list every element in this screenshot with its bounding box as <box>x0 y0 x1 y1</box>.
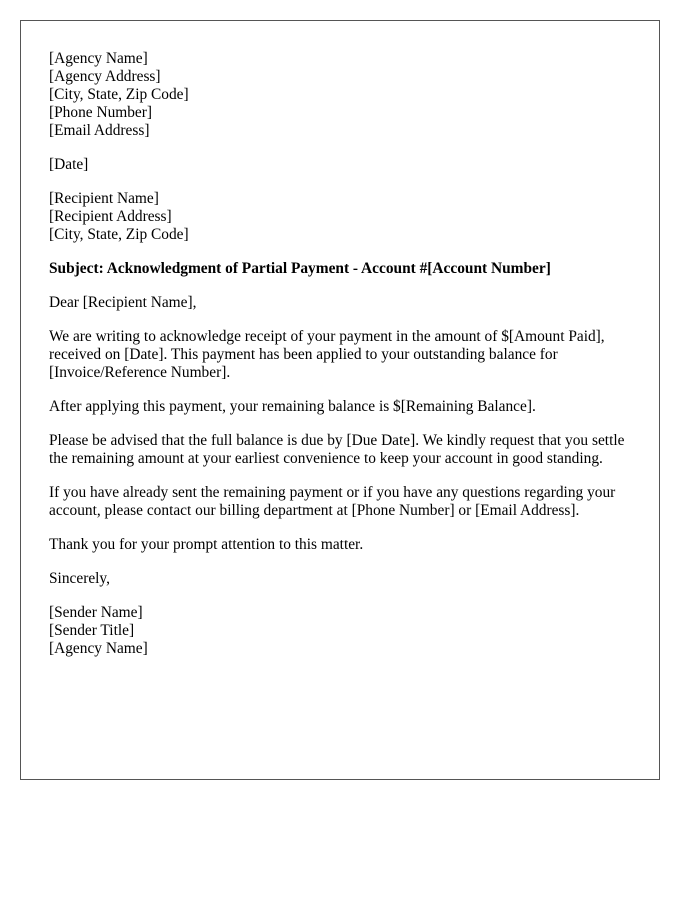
body-paragraph-2: After applying this payment, your remaining balance is $[Remaining Balance]. <box>49 398 536 415</box>
letter-page <box>20 20 660 780</box>
body-paragraph-5: Thank you for your prompt attention to this matter. <box>49 536 364 553</box>
sender-agency-address: [Agency Address] <box>49 68 161 85</box>
body-paragraph-3: Please be advised that the full balance is due by [Due Date]. We kindly request that you settle the remaining amount at your earliest convenience to keep your account in good standing. <box>49 432 625 467</box>
closing: Sincerely, <box>49 570 110 587</box>
signature-sender-name: [Sender Name] <box>49 604 143 621</box>
subject-line: Subject: Acknowledgment of Partial Payment - Account #[Account Number] <box>49 260 551 277</box>
recipient-name: [Recipient Name] <box>49 190 159 207</box>
signature-block <box>49 604 631 658</box>
body-paragraph-4: If you have already sent the remaining payment or if you have any questions regarding your account, please contact our billing department at [Phone Number] or [Email Address]. <box>49 484 616 519</box>
signature-agency-name: [Agency Name] <box>49 640 148 657</box>
sender-email: [Email Address] <box>49 122 150 139</box>
recipient-address: [Recipient Address] <box>49 208 172 225</box>
signature-sender-title: [Sender Title] <box>49 622 135 639</box>
recipient-address-block <box>49 190 631 244</box>
date-text: [Date] <box>49 156 89 173</box>
salutation: Dear [Recipient Name], <box>49 294 197 311</box>
recipient-city-state-zip: [City, State, Zip Code] <box>49 226 189 243</box>
letter-date <box>49 156 631 174</box>
sender-agency-name: [Agency Name] <box>49 50 148 67</box>
sender-city-state-zip: [City, State, Zip Code] <box>49 86 189 103</box>
sender-phone: [Phone Number] <box>49 104 153 121</box>
body-paragraph-1: We are writing to acknowledge receipt of your payment in the amount of $[Amount Paid], received on [Date]. This payment has been applied to your outstanding balance for [Invoice/Reference Number]. <box>49 328 605 381</box>
sender-address-block <box>49 50 631 140</box>
